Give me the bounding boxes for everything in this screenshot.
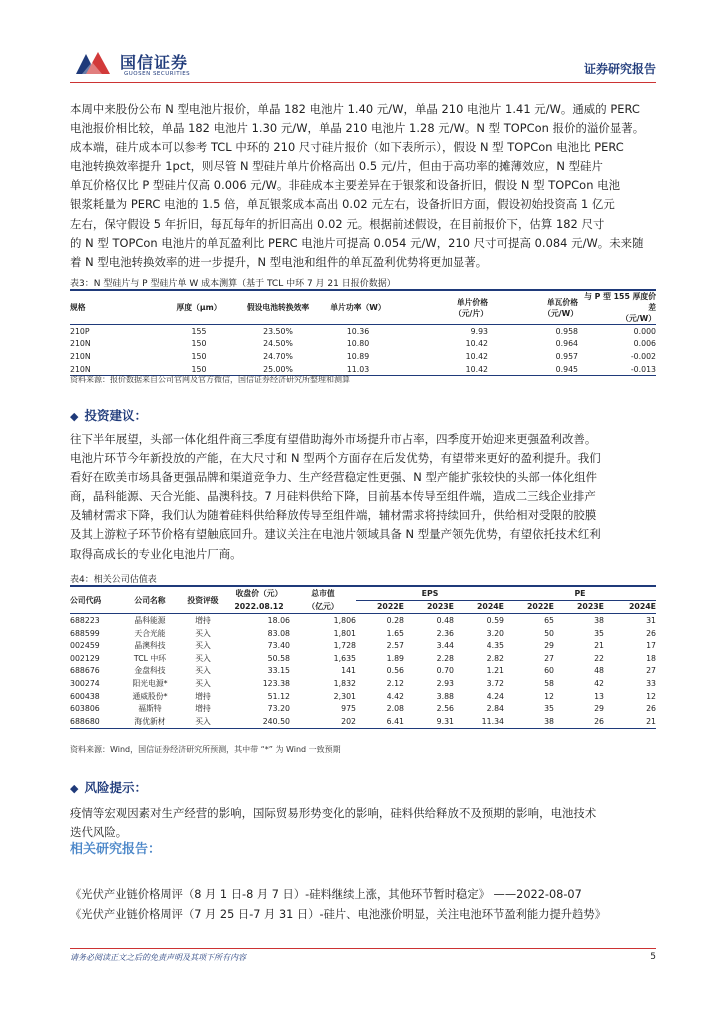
table3-caption: 表3：N 型硅片与 P 型硅片单 W 成本测算（基于 TCL 中环 7 月 21 日报价数据） bbox=[70, 279, 396, 289]
cell: 3.44 bbox=[436, 641, 454, 651]
cell: 2.84 bbox=[486, 704, 504, 714]
cell: 50.58 bbox=[267, 653, 290, 663]
cell: 22 bbox=[594, 653, 604, 663]
cell: 0.958 bbox=[555, 326, 578, 336]
cell: 29 bbox=[544, 641, 554, 651]
paragraph-line: 着 N 型电池转换效率的进一步提升，N 型电池和组件的单瓦盈利优势将更加显著。 bbox=[70, 254, 488, 269]
cell: 58 bbox=[544, 678, 554, 688]
header-price: 单片价格 （元/片） bbox=[453, 297, 488, 318]
cell: 155 bbox=[191, 326, 207, 336]
cell: 增持 bbox=[195, 615, 211, 625]
cell: 12 bbox=[544, 691, 554, 701]
cell: 2.82 bbox=[486, 653, 504, 663]
header-unit-price: 单瓦价格 （元/W） bbox=[543, 297, 578, 318]
paragraph-line: 往下半年展望，头部一体化组件商三季度有望借助海外市场提升市占率，四季度开始迎来更强盈利改善。 bbox=[70, 432, 597, 446]
cell: 73.40 bbox=[267, 641, 290, 651]
cell: 0.964 bbox=[555, 339, 578, 349]
cell: 600438 bbox=[70, 691, 100, 701]
header-premium: 与 P 型 155 厚度价差 （元/W） bbox=[584, 292, 656, 323]
cell: 23.50% bbox=[263, 326, 293, 336]
guosen-logo-icon bbox=[72, 48, 112, 78]
paragraph-line: 本周中来股份公布 N 型电池片报价，单晶 182 电池片 1.40 元/W，单晶 210 电池片 1.41 元/W。通威的 PERC bbox=[70, 102, 640, 116]
cell: 10.42 bbox=[465, 339, 488, 349]
cell: 4.35 bbox=[486, 641, 504, 651]
table-row bbox=[70, 702, 656, 715]
cell: 2,301 bbox=[333, 691, 356, 701]
cell: 688223 bbox=[70, 615, 100, 625]
cell: 3.88 bbox=[436, 691, 454, 701]
cell: 25.00% bbox=[263, 364, 293, 374]
table-row bbox=[70, 715, 656, 728]
cell: 福斯特 bbox=[138, 704, 162, 714]
header-year: 2023E bbox=[576, 602, 604, 612]
cell: 9.93 bbox=[470, 326, 488, 336]
cell: 21 bbox=[646, 716, 656, 726]
cell: 0.006 bbox=[633, 339, 656, 349]
footer-disclaimer: 请务必阅读正文之后的免责声明及其项下所有内容 bbox=[70, 953, 246, 962]
table4-source: 资料来源：Wind，国信证券经济研究所预测，其中带 “*” 为 Wind 一致预期 bbox=[70, 745, 341, 754]
risk-section-title: ◆ 风险提示： bbox=[70, 780, 147, 795]
invest-paragraph bbox=[70, 430, 658, 564]
cell: 10.89 bbox=[346, 351, 370, 361]
cell: 10.36 bbox=[346, 326, 370, 336]
paragraph-line: 电池转换效率提升 1pct，则尽管 N 型硅片单片价格高出 0.5 元/片，但由于高功率的摊薄效应，N 型硅片 bbox=[70, 159, 603, 174]
footer-divider bbox=[70, 948, 656, 949]
header-pe: PE bbox=[504, 587, 656, 600]
header-year: 2024E bbox=[476, 602, 504, 612]
cell: 9.31 bbox=[436, 716, 454, 726]
cell: 1,728 bbox=[333, 641, 356, 651]
cell: 150 bbox=[191, 339, 207, 349]
cell: 26 bbox=[646, 704, 656, 714]
cell: 买入 bbox=[195, 678, 211, 688]
cell: 金盘科技 bbox=[134, 666, 166, 676]
table4-body bbox=[70, 614, 656, 728]
cell: 51.12 bbox=[267, 691, 290, 701]
table3-source: 资料来源：报价数据来自公司官网及官方微信，国信证券经济研究所整理和测算 bbox=[70, 375, 350, 384]
header-power: 单片功率（W） bbox=[330, 303, 386, 312]
cell: 33 bbox=[646, 678, 656, 688]
cell: 65 bbox=[544, 615, 554, 625]
header-thickness: 厚度（μm） bbox=[176, 303, 222, 312]
cell: 1.21 bbox=[486, 666, 504, 676]
header-mktcap-unit: （亿元） bbox=[307, 602, 339, 612]
cell: 10.42 bbox=[465, 364, 488, 374]
paragraph-line: 电池片环节今年新投放的产能，在大尺寸和 N 型两个方面存在后发优势，有望带来更好的盈利提升。我们 bbox=[70, 451, 601, 466]
cell: 31 bbox=[646, 615, 656, 625]
cell: 3.72 bbox=[486, 678, 504, 688]
cell: -0.013 bbox=[630, 364, 656, 374]
cell: 33.15 bbox=[267, 666, 290, 676]
cell: 13 bbox=[594, 691, 604, 701]
cell: 210P bbox=[70, 326, 90, 336]
cell: 29 bbox=[594, 704, 604, 714]
header-divider bbox=[70, 82, 656, 83]
cell: -0.002 bbox=[630, 351, 656, 361]
diamond-icon: ◆ bbox=[70, 410, 79, 423]
cell: 0.70 bbox=[436, 666, 454, 676]
table-row bbox=[70, 614, 656, 627]
paragraph-line: 疫情等宏观因素对生产经营的影响，国际贸易形势变化的影响，硅料供给释放不及预期的影响，电池技术 bbox=[70, 806, 597, 820]
cell: 24.50% bbox=[263, 339, 293, 349]
cell: 150 bbox=[191, 351, 207, 361]
cell: 002459 bbox=[70, 641, 100, 651]
table-row bbox=[70, 350, 656, 363]
cell: 2.93 bbox=[436, 678, 454, 688]
paragraph-line: 取得高成长的专业化电池片厂商。 bbox=[70, 546, 242, 561]
paragraph-line: 及辅材需求下降，我们认为随着硅料供给释放传导至组件端，辅材需求将持续回升，供给相对受限的胶膜 bbox=[70, 508, 597, 523]
table3-header-row bbox=[70, 291, 656, 325]
cell: 210N bbox=[70, 339, 91, 349]
cell: 17 bbox=[646, 641, 656, 651]
intro-paragraph bbox=[70, 100, 658, 272]
paragraph-line: 电池报价相比较，单晶 182 电池片 1.30 元/W，单晶 210 电池片 1.28 元/W。N 型 TOPCon 报价的溢价显著。 bbox=[70, 121, 645, 136]
cell: 27 bbox=[646, 666, 656, 676]
cell: 300274 bbox=[70, 678, 100, 688]
paragraph-line: 看好在欧美市场具备更强品牌和渠道竞争力、生产经营稳定性更强、N 型产能扩张较快的头部一体化组件 bbox=[70, 470, 598, 485]
cell: 2.08 bbox=[386, 704, 404, 714]
table-row bbox=[70, 338, 656, 351]
header-eps: EPS bbox=[356, 587, 504, 600]
cell: 天合光能 bbox=[134, 628, 166, 638]
cell: 210N bbox=[70, 364, 91, 374]
cell: 1.65 bbox=[386, 628, 404, 638]
cell: 26 bbox=[594, 716, 604, 726]
cell: 38 bbox=[594, 615, 604, 625]
cell: 73.20 bbox=[267, 704, 290, 714]
cell: 603806 bbox=[70, 704, 100, 714]
header-year: 2022E bbox=[376, 602, 404, 612]
table-row bbox=[70, 690, 656, 703]
cell: 975 bbox=[341, 704, 356, 714]
cell: 240.50 bbox=[262, 716, 290, 726]
paragraph-line: 商，晶科能源、天合光能、晶澳科技。7 月硅料供给下降，目前基本传导至组件端，造成二三线企业排产 bbox=[70, 489, 596, 504]
cell: 0.945 bbox=[555, 364, 578, 374]
related-report-link[interactable]: 《光伏产业链价格周评（7 月 25 日-7 月 31 日）-硅片、电池涨价明显，关注电池环节盈利能力提升趋势》 bbox=[70, 908, 606, 921]
cell: 141 bbox=[341, 666, 356, 676]
paragraph-line: 成本端，硅片成本可以参考 TCL 中环的 210 尺寸硅片报价（如下表所示），假设 N 型 TOPCon 电池比 PERC bbox=[70, 140, 624, 155]
paragraph-line: 银浆耗量为 PERC 电池的 1.5 倍，单瓦银浆成本高出 0.02 元左右，设备折旧方面，假设初始投资高 1 亿元 bbox=[70, 197, 615, 212]
cell: 4.42 bbox=[386, 691, 404, 701]
cell: 晶科能源 bbox=[134, 615, 166, 625]
cell: 11.03 bbox=[346, 364, 370, 374]
cell: 27 bbox=[544, 653, 554, 663]
cell: 210N bbox=[70, 351, 91, 361]
header-rating: 投资评级 bbox=[187, 595, 219, 605]
cell: 买入 bbox=[195, 666, 211, 676]
diamond-icon: ◆ bbox=[70, 782, 79, 795]
cell: 688680 bbox=[70, 716, 100, 726]
header-code: 公司代码 bbox=[70, 595, 102, 605]
table4-header-row-1 bbox=[70, 587, 656, 600]
cell: 0.48 bbox=[436, 615, 454, 625]
cell: 42 bbox=[594, 678, 604, 688]
brand-name-en: GUOSEN SECURITIES bbox=[124, 71, 191, 77]
cell: 2.28 bbox=[436, 653, 454, 663]
cell: 晶澳科技 bbox=[134, 641, 166, 651]
cell: 增持 bbox=[195, 691, 211, 701]
cell: 海优新材 bbox=[134, 716, 166, 726]
cell: 3.20 bbox=[486, 628, 504, 638]
table4 bbox=[70, 587, 656, 729]
paragraph-line: 的 N 型 TOPCon 电池片的单瓦盈利比 PERC 电池片可提高 0.054 元/W，210 尺寸可提高 0.084 元/W。未来随 bbox=[70, 235, 644, 250]
cell: 83.08 bbox=[267, 628, 290, 638]
table-row bbox=[70, 652, 656, 665]
cell: 0.56 bbox=[386, 666, 404, 676]
cell: 1,801 bbox=[333, 628, 356, 638]
cell: 123.38 bbox=[262, 678, 290, 688]
cell: 35 bbox=[544, 704, 554, 714]
paragraph-line: 左右，保守假设 5 年折旧，每瓦每年的折旧高出 0.02 元。根据前述假设，在目前报价下，估算 182 尺寸 bbox=[70, 216, 605, 231]
cell: 688676 bbox=[70, 666, 100, 676]
cell: 48 bbox=[594, 666, 604, 676]
invest-section-title: ◆ 投资建议： bbox=[70, 408, 147, 423]
cell: 0.28 bbox=[386, 615, 404, 625]
cell: 26 bbox=[646, 628, 656, 638]
header-year: 2022E bbox=[526, 602, 554, 612]
cell: 18 bbox=[646, 653, 656, 663]
cell: 0.957 bbox=[555, 351, 578, 361]
header-efficiency: 假设电池转换效率 bbox=[246, 303, 310, 312]
cell: 2.36 bbox=[436, 628, 454, 638]
cell: 4.24 bbox=[486, 691, 504, 701]
cell: 2.56 bbox=[436, 704, 454, 714]
cell: 买入 bbox=[195, 641, 211, 651]
header-mktcap: 总市值 bbox=[311, 589, 335, 599]
cell: 2.12 bbox=[386, 678, 404, 688]
header-year: 2024E bbox=[628, 602, 656, 612]
cell: 150 bbox=[191, 364, 207, 374]
cell: 买入 bbox=[195, 716, 211, 726]
cell: 11.34 bbox=[481, 716, 504, 726]
cell: 35 bbox=[594, 628, 604, 638]
cell: 202 bbox=[341, 716, 356, 726]
risk-paragraph bbox=[70, 804, 658, 842]
cell: 10.42 bbox=[465, 351, 488, 361]
paragraph-line: 单瓦价格仅比 P 型硅片仅高 0.006 元/W。非硅成本主要差异在于银浆和设备折旧，假设 N 型 TOPCon 电池 bbox=[70, 178, 621, 193]
cell: 买入 bbox=[195, 653, 211, 663]
cell: 12 bbox=[646, 691, 656, 701]
cell: 18.06 bbox=[267, 615, 290, 625]
header-close-price: 收盘价（元） bbox=[235, 589, 283, 599]
table3 bbox=[70, 291, 656, 376]
report-type: 证券研究报告 bbox=[583, 62, 656, 76]
header-name: 公司名称 bbox=[134, 595, 166, 605]
cell: 688599 bbox=[70, 628, 100, 638]
table-row bbox=[70, 627, 656, 640]
table-row bbox=[70, 639, 656, 652]
cell: 1,806 bbox=[333, 615, 356, 625]
cell: 6.41 bbox=[386, 716, 404, 726]
header-close-date: 2022.08.12 bbox=[234, 602, 284, 612]
table-row bbox=[70, 677, 656, 690]
header-year: 2023E bbox=[426, 602, 454, 612]
cell: 10.80 bbox=[346, 339, 370, 349]
cell: 增持 bbox=[195, 704, 211, 714]
related-reports-title: 相关研究报告： bbox=[70, 842, 162, 857]
cell: 1,635 bbox=[333, 653, 356, 663]
table-row bbox=[70, 325, 656, 338]
cell: 0.59 bbox=[486, 615, 504, 625]
brand-name-cn: 国信证券 bbox=[120, 53, 189, 72]
cell: TCL 中环 bbox=[133, 653, 167, 663]
cell: 2.57 bbox=[386, 641, 404, 651]
cell: 通威股份* bbox=[132, 691, 168, 701]
cell: 50 bbox=[544, 628, 554, 638]
cell: 1.89 bbox=[386, 653, 404, 663]
related-report-link[interactable]: 《光伏产业链价格周评（8 月 1 日-8 月 7 日）-硅料继续上涨，其他环节暂时稳定》 ——2022-08-07 bbox=[70, 888, 582, 901]
cell: 阳光电源* bbox=[132, 678, 168, 688]
cell: 21 bbox=[594, 641, 604, 651]
header-spec: 规格 bbox=[70, 303, 86, 312]
cell: 002129 bbox=[70, 653, 100, 663]
page-number: 5 bbox=[650, 952, 656, 962]
cell: 0.000 bbox=[633, 326, 656, 336]
cell: 60 bbox=[544, 666, 554, 676]
cell: 24.70% bbox=[263, 351, 293, 361]
table4-caption: 表4：相关公司估值表 bbox=[70, 575, 157, 585]
paragraph-line: 迭代风险。 bbox=[70, 825, 128, 840]
cell: 38 bbox=[544, 716, 554, 726]
cell: 买入 bbox=[195, 628, 211, 638]
table-row bbox=[70, 665, 656, 678]
paragraph-line: 及其上游粒子环节价格有望触底回升。建议关注在电池片领域具备 N 型量产领先优势，有望依托技术红利 bbox=[70, 527, 601, 542]
cell: 1,832 bbox=[333, 678, 356, 688]
